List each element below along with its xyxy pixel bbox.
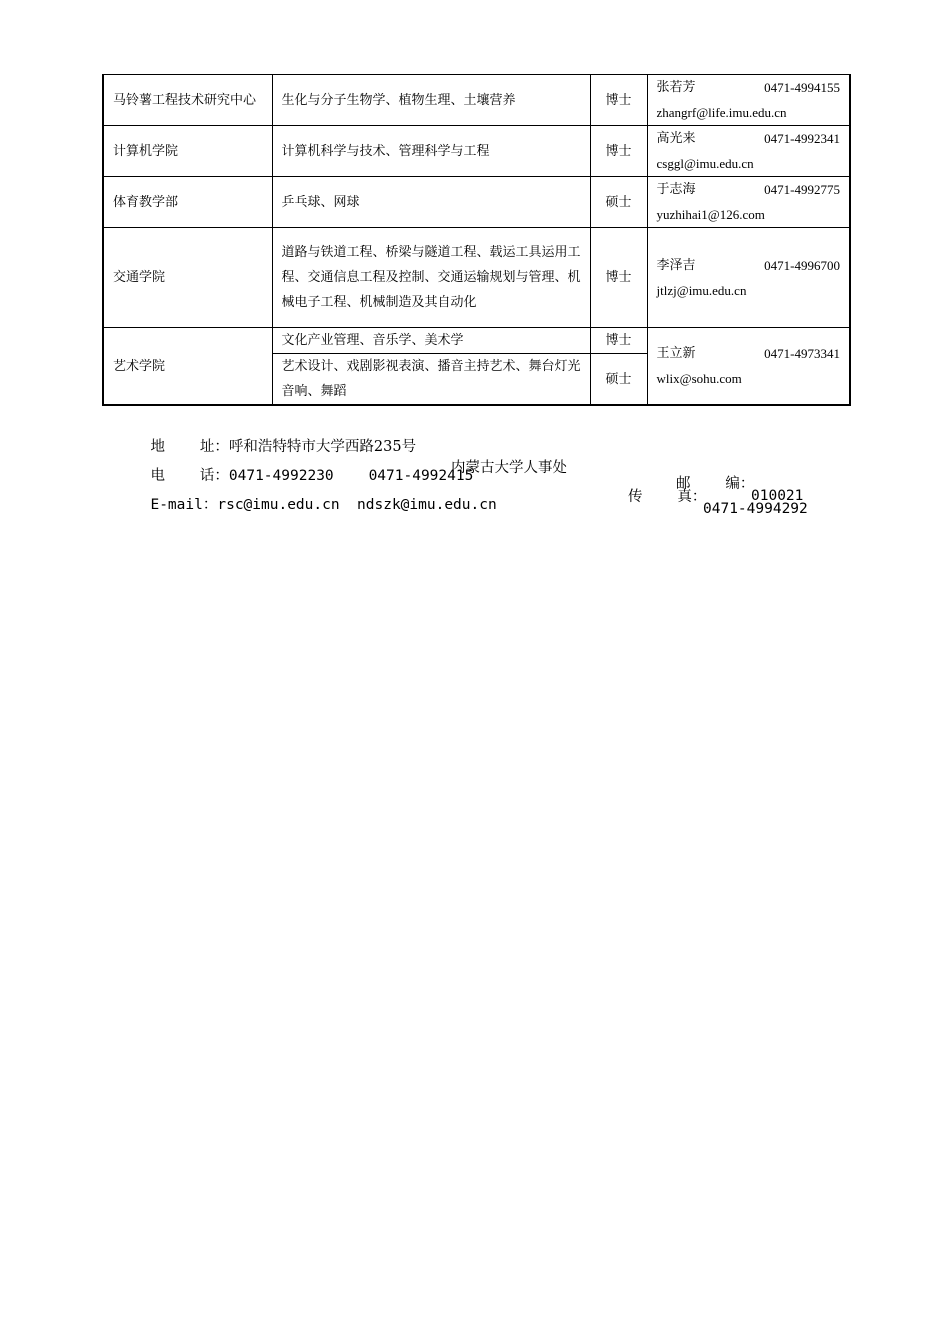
- contact-phone: 0471-4994155: [764, 80, 840, 95]
- degree-cell: 博士: [590, 126, 647, 177]
- table-row: [103, 328, 850, 354]
- email-line: [133, 477, 497, 514]
- majors-cell: 文化产业管理、音乐学、美术学: [272, 328, 590, 354]
- contact-email: zhangrf@life.imu.edu.cn: [656, 105, 787, 120]
- office-name: 内蒙古大学人事处: [451, 460, 567, 476]
- majors-cell: 艺术设计、戏剧影视表演、播音主持艺术、舞台灯光音响、舞蹈: [272, 354, 590, 406]
- contact-phone: 0471-4992341: [764, 131, 840, 146]
- degree-cell: 博士: [590, 228, 647, 328]
- contact-email: jtlzj@imu.edu.cn: [656, 282, 747, 298]
- postcode-value: 010021: [751, 488, 804, 504]
- unit-cell: 计算机学院: [103, 126, 272, 177]
- contact-cell: [647, 75, 850, 126]
- contact-cell: [647, 328, 850, 406]
- degree-cell: 博士: [590, 328, 647, 354]
- unit-cell: 艺术学院: [103, 328, 272, 406]
- contact-email: yuzhihai1@126.com: [656, 207, 765, 222]
- fax-value: 0471-4994292: [703, 501, 808, 517]
- degree-cell: 博士: [590, 75, 647, 126]
- degree-cell: 硕士: [590, 354, 647, 406]
- majors-cell: 道路与铁道工程、桥梁与隧道工程、载运工具运用工程、交通信息工程及控制、交通运输规划与管理、机械电子工程、机械制造及其自动化: [272, 228, 590, 328]
- postcode-label: 邮 编：: [676, 476, 755, 492]
- table-row: [103, 75, 850, 126]
- majors-cell: 计算机科学与技术、管理科学与工程: [272, 126, 590, 177]
- contact-email: csggl@imu.edu.cn: [656, 156, 754, 171]
- majors-cell: 乒乓球、网球: [272, 177, 590, 228]
- fax-label: 传 真：: [628, 489, 707, 505]
- contact-phone: 0471-4996700: [764, 257, 840, 273]
- majors-cell: 生化与分子生物学、植物生理、土壤营养: [272, 75, 590, 126]
- phone-values: 0471-4992230 0471-4992415: [228, 468, 474, 484]
- contact-cell: [647, 126, 850, 177]
- contact-name: 高光来: [656, 131, 696, 146]
- table-row: [103, 228, 850, 328]
- unit-cell: 体育教学部: [103, 177, 272, 228]
- table-row: [103, 126, 850, 177]
- unit-cell: 交通学院: [103, 228, 272, 328]
- unit-cell: 马铃薯工程技术研究中心: [103, 75, 272, 126]
- address-value: 呼和浩特特市大学西路235号: [228, 439, 417, 455]
- contact-name: 王立新: [656, 346, 696, 361]
- contact-cell: [647, 177, 850, 228]
- contact-phone: 0471-4992775: [764, 182, 840, 197]
- phone-label: 电 话：: [150, 468, 229, 484]
- contact-cell: [647, 228, 850, 328]
- address-label: 地 址：: [150, 439, 229, 455]
- contact-name: 于志海: [656, 182, 696, 197]
- contact-phone: 0471-4973341: [764, 346, 840, 361]
- email-values: rsc@imu.edu.cn ndszk@imu.edu.cn: [217, 497, 497, 513]
- contact-email: wlix@sohu.com: [656, 371, 742, 386]
- contact-name: 李泽吉: [656, 257, 696, 273]
- degree-cell: 硕士: [590, 177, 647, 228]
- recruitment-table: [102, 74, 851, 406]
- contact-name: 张若芳: [656, 80, 696, 95]
- table-row: [103, 177, 850, 228]
- email-label: E-mail：: [150, 497, 218, 513]
